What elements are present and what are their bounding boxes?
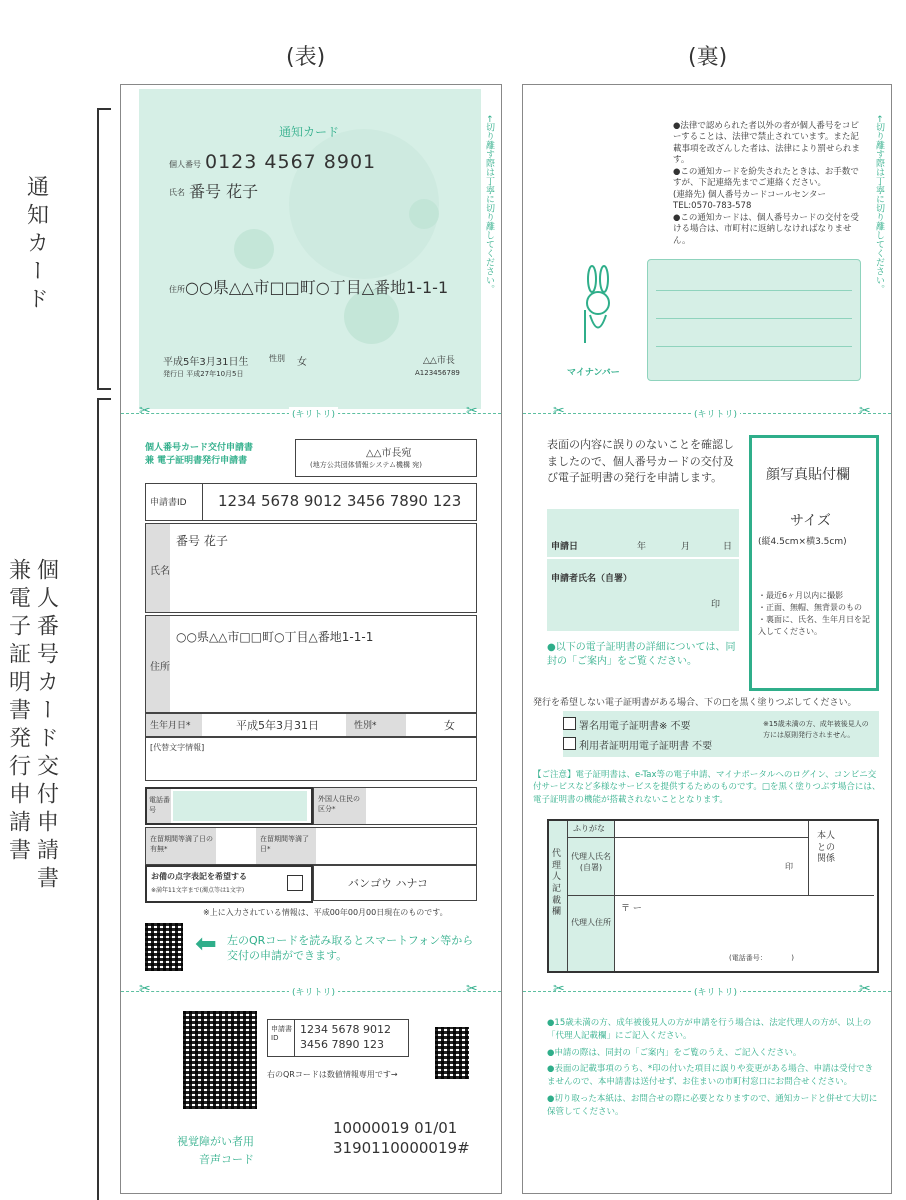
back-note: ●この通知カードを紛失されたときは、お手数ですが、下記連絡先までご連絡ください。 bbox=[673, 166, 859, 189]
braille-sub: ※満年11文字まで(濁点等は1文字) bbox=[151, 887, 245, 894]
photo-note: ・正面、無帽、無背景のもの bbox=[758, 603, 862, 612]
agent-section bbox=[547, 819, 879, 973]
photo-note: ・最近6ヶ月以内に撮影 bbox=[758, 591, 844, 600]
name-label: 氏名 bbox=[169, 188, 185, 197]
scissors-icon: ✂ bbox=[139, 981, 151, 997]
agent-name-label: 代理人氏名(自署) bbox=[571, 852, 611, 872]
date-area bbox=[547, 509, 739, 631]
recipient-box bbox=[295, 439, 477, 477]
residence-row bbox=[145, 827, 477, 865]
scissors-icon: ✂ bbox=[859, 403, 871, 419]
scissors-icon: ✂ bbox=[139, 403, 151, 419]
back-cut-label-2: (キリトリ) bbox=[691, 985, 740, 998]
footer-code-2: 3190110000019# bbox=[333, 1139, 470, 1157]
sex-label: 性別 bbox=[269, 354, 285, 363]
back-note: (連絡先) 個人番号カードコールセンター TEL:0570-783-578 bbox=[673, 189, 826, 212]
photo-notes bbox=[758, 590, 870, 638]
form-dob-value: 平成5年3月31日 bbox=[236, 719, 319, 732]
braille-row bbox=[145, 865, 313, 903]
notice-brace bbox=[97, 108, 111, 390]
issue-line: 発行を希望しない電子証明書がある場合、下の□を黒く塗りつぶしてください。 bbox=[533, 698, 857, 708]
mascot-name: マイナンバー bbox=[567, 368, 620, 378]
id-value: 1234 5678 9012 3456 7890 123 bbox=[218, 492, 462, 510]
voice-label-2: 音声コード bbox=[199, 1153, 254, 1166]
address-row bbox=[145, 615, 477, 713]
photo-area[interactable] bbox=[749, 435, 879, 691]
dob-value: 平成5年3月31日生 bbox=[163, 357, 249, 368]
kana-value: バンゴウ ハナコ bbox=[348, 877, 429, 890]
footer-note: ●15歳未満の方、成年被後見人の方が申請を行う場合は、法定代理人の方が、以上の「代理人記載欄」にご記入ください。 bbox=[547, 1018, 872, 1041]
id-row bbox=[145, 483, 477, 521]
date-label: 申請日 bbox=[551, 542, 579, 552]
front-cut-note: ←切り離す際は丁寧に切り離してください。 bbox=[484, 115, 494, 294]
cert-note: ※15歳未満の方、成年被後見人の方には原則発行されません。 bbox=[763, 720, 869, 739]
name-value: 番号 花子 bbox=[189, 182, 259, 201]
footer-id-1: 1234 5678 9012 bbox=[300, 1023, 391, 1036]
back-footer bbox=[547, 1017, 881, 1118]
label-area bbox=[647, 259, 861, 381]
voice-code bbox=[183, 1011, 257, 1109]
footer-qr-note: 右のQRコードは数値情報専用です→ bbox=[267, 1070, 398, 1079]
foreign-label: 外国人住民の区分* bbox=[318, 795, 360, 813]
back-cut-note: ←切り離す際は丁寧に切り離してください。 bbox=[874, 115, 884, 294]
back-note: ●法律で認められた者以外の者が個人番号をコピーすることは、法律で禁止されています。また記載事項を改ざんした者は、法律により罰せられます。 bbox=[673, 121, 861, 166]
user-cert-label: 利用者証明用電子証明書 不要 bbox=[579, 741, 713, 752]
number-label: 個人番号 bbox=[169, 160, 201, 169]
braille-checkbox[interactable] bbox=[287, 875, 303, 891]
photo-size: サイズ bbox=[790, 513, 831, 529]
name-row bbox=[145, 523, 477, 613]
month-label: 月 bbox=[681, 542, 691, 552]
numeric-qr-code bbox=[435, 1027, 469, 1079]
guide-text: ●以下の電子証明書の詳細については、同封の「ご案内」をご覧ください。 bbox=[547, 642, 736, 667]
exp-label-1: 在留期間等満了日の有無* bbox=[150, 835, 213, 853]
braille-label: お備の点字表記を希望する bbox=[151, 872, 247, 881]
form-side-label-1: 個人番号カード交付申請書 bbox=[33, 558, 59, 894]
dob-row bbox=[145, 713, 477, 737]
back-sheet bbox=[522, 84, 892, 1194]
info-note: ※上に入力されている情報は、平成00年00月00日現在のものです。 bbox=[203, 908, 448, 917]
front-sheet bbox=[120, 84, 502, 1194]
footer-note: ●表面の記載事項のうち、*印の付いた項目に誤りや変更がある場合、申請は受付できませんので、本申請書は送付せず、お住まいの市町村窓口にお問合せください。 bbox=[547, 1064, 874, 1087]
footer-id-label: 申請書ID bbox=[271, 1025, 292, 1042]
scissors-icon: ✂ bbox=[859, 981, 871, 997]
back-note: ●この通知カードは、個人番号カードの交付を受ける場合は、市町村に返納しなければなりません。 bbox=[673, 212, 859, 246]
agent-addr-label: 代理人住所 bbox=[571, 918, 611, 927]
back-header: (裏) bbox=[688, 45, 728, 70]
notice-title: 通知カード bbox=[279, 125, 340, 139]
footer-code-1: 10000019 01/01 bbox=[333, 1119, 458, 1137]
form-name-value: 番号 花子 bbox=[176, 534, 228, 548]
front-cut-label-2: (キリトリ) bbox=[289, 985, 338, 998]
agent-seal: 印 bbox=[785, 862, 793, 871]
id-label: 申請書ID bbox=[150, 498, 187, 508]
year-label: 年 bbox=[637, 542, 647, 552]
sex-value: 女 bbox=[297, 357, 307, 368]
seal-mark: 印 bbox=[711, 600, 721, 610]
front-cut-label: (キリトリ) bbox=[289, 407, 338, 420]
scissors-icon: ✂ bbox=[553, 981, 565, 997]
photo-note: ・裏面に、氏名、生年月日を記入してください。 bbox=[758, 615, 870, 636]
agent-phone-label: (電話番号： ) bbox=[729, 954, 794, 962]
form-side-label-2: 兼電子証明書発行申請書 bbox=[5, 558, 31, 866]
form-sex-label: 性別* bbox=[354, 721, 377, 731]
notice-card bbox=[139, 89, 481, 409]
relation-label: 本人との関係 bbox=[817, 831, 836, 865]
kana-row bbox=[313, 865, 477, 901]
arrow-left-icon: ⬅ bbox=[195, 929, 217, 959]
recipient: △△市長宛 bbox=[366, 448, 412, 459]
form-name-label: 氏名 bbox=[150, 566, 170, 577]
form-brace bbox=[97, 398, 111, 1200]
back-notes bbox=[673, 121, 863, 247]
footer-note: ●切り取った本紙は、お問合せの際に必要となりますので、通知カードと併せて大切に保管してください。 bbox=[547, 1093, 878, 1117]
form-addr-value: ○○県△△市□□町○丁目△番地1-1-1 bbox=[176, 630, 374, 644]
alt-chars-label: [代替文字情報] bbox=[150, 743, 205, 752]
qr-text: 左のQRコードを読み取るとスマートフォン等から交付の申請ができます。 bbox=[227, 934, 474, 963]
front-header: (表) bbox=[286, 45, 326, 70]
notice-side-label: 通知カード bbox=[23, 175, 49, 315]
furigana-label: ふりがな bbox=[573, 824, 605, 833]
sig-cert-checkbox[interactable] bbox=[563, 717, 576, 730]
recipient-sub: (地方公共団体情報システム機構 宛) bbox=[310, 461, 422, 469]
phone-label: 電話番号 bbox=[149, 796, 170, 814]
phone-field[interactable] bbox=[145, 787, 313, 825]
foreign-row bbox=[313, 787, 477, 825]
form-dob-label: 生年月日* bbox=[150, 721, 191, 731]
voice-label: 視覚障がい者用 bbox=[177, 1135, 254, 1148]
form-addr-label: 住所 bbox=[150, 662, 170, 673]
number-value: 0123 4567 8901 bbox=[205, 151, 377, 173]
card-code: A123456789 bbox=[415, 369, 460, 377]
footer-id-box bbox=[267, 1019, 409, 1057]
address-label: 住所 bbox=[169, 285, 185, 294]
scissors-icon: ✂ bbox=[553, 403, 565, 419]
form-title-2: 兼 電子証明書発行申請書 bbox=[145, 456, 248, 466]
footer-note: ●申請の際は、同封の「ご案内」をご覧のうえ、ご記入ください。 bbox=[547, 1047, 802, 1058]
user-cert-checkbox[interactable] bbox=[563, 737, 576, 750]
photo-dim: (縦4.5cm×横3.5cm) bbox=[758, 537, 847, 547]
photo-title: 顔写真貼付欄 bbox=[766, 467, 850, 483]
rabbit-mascot-icon bbox=[581, 265, 615, 345]
alt-chars-row bbox=[145, 737, 477, 781]
issuer: △△市長 bbox=[423, 356, 455, 366]
form-sex-value: 女 bbox=[444, 719, 455, 732]
scissors-icon: ✂ bbox=[466, 403, 478, 419]
back-cut-label: (キリトリ) bbox=[691, 407, 740, 420]
qr-code[interactable] bbox=[145, 923, 183, 971]
form-title-1: 個人番号カード交付申請書 bbox=[145, 443, 254, 453]
caution-text: 【ご注意】電子証明書は、e-Tax等の電子申請、マイナポータルへのログイン、コンビニ交付サービスなど多様なサービスを提供するためのものです。□を黒く塗りつぶす場合には、電子証明書の機能が搭載されないこととなります。 bbox=[533, 770, 881, 805]
exp-label-2: 在留期間等満了日* bbox=[260, 835, 309, 853]
footer-id-2: 3456 7890 123 bbox=[300, 1038, 384, 1051]
sig-cert-label: 署名用電子証明書※ 不要 bbox=[579, 721, 691, 732]
postal-label: 〒 ー bbox=[621, 904, 642, 914]
cert-area bbox=[563, 711, 879, 757]
address-value: ○○県△△市□□町○丁目△番地1-1-1 bbox=[185, 278, 449, 297]
scissors-icon: ✂ bbox=[466, 981, 478, 997]
issued-date: 発行日 平成27年10月5日 bbox=[163, 370, 244, 378]
applicant-label: 申請者氏名（自署） bbox=[551, 574, 633, 584]
day-label: 日 bbox=[723, 542, 733, 552]
intro-text: 表面の内容に誤りのないことを確認しましたので、個人番号カードの交付及び電子証明書の発行を申請します。 bbox=[547, 438, 734, 484]
agent-title: 代理人記載欄 bbox=[552, 849, 562, 918]
